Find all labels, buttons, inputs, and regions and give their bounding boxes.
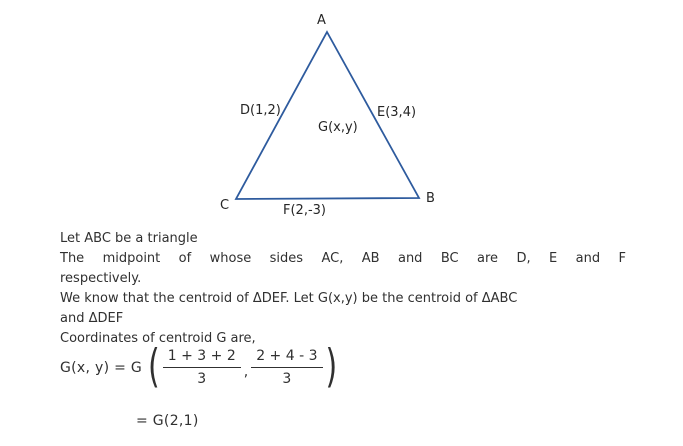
fraction-y-numerator: 2 + 4 - 3 bbox=[251, 348, 322, 368]
fraction-y-denominator: 3 bbox=[282, 371, 292, 387]
formula-comma: , bbox=[243, 364, 249, 380]
fraction-x bbox=[163, 348, 241, 387]
midpoint-label-e: E(3,4) bbox=[377, 105, 417, 120]
vertex-label-b: B bbox=[426, 191, 435, 206]
vertex-label-c: C bbox=[220, 198, 230, 213]
centroid-formula bbox=[60, 340, 338, 393]
fraction-x-denominator: 3 bbox=[197, 371, 207, 387]
formula-result: = G(2,1) bbox=[136, 413, 199, 429]
solution-text bbox=[60, 229, 626, 349]
open-paren: ( bbox=[148, 340, 160, 393]
fraction-y bbox=[251, 348, 322, 387]
close-paren: ) bbox=[325, 340, 338, 393]
solution-line-1: Let ABC be a triangle bbox=[60, 231, 198, 246]
centroid-label-g: G(x,y) bbox=[318, 120, 358, 135]
solution-line-5: and ΔDEF bbox=[60, 311, 124, 326]
solution-line-4: We know that the centroid of ΔDEF. Let G(x,y) be the centroid of ΔABC bbox=[60, 291, 518, 306]
midpoint-label-f: F(2,-3) bbox=[283, 203, 326, 218]
vertex-label-a: A bbox=[317, 13, 326, 28]
formula-lhs: G(x, y) = G bbox=[60, 359, 143, 376]
solution-line-6: Coordinates of centroid G are, bbox=[60, 331, 256, 346]
solution-line-2: The midpoint of whose sides AC, AB and BC are D, E and F bbox=[60, 251, 626, 266]
solution-line-3: respectively. bbox=[60, 271, 142, 286]
fraction-x-numerator: 1 + 3 + 2 bbox=[163, 348, 241, 368]
midpoint-label-d: D(1,2) bbox=[240, 103, 281, 118]
